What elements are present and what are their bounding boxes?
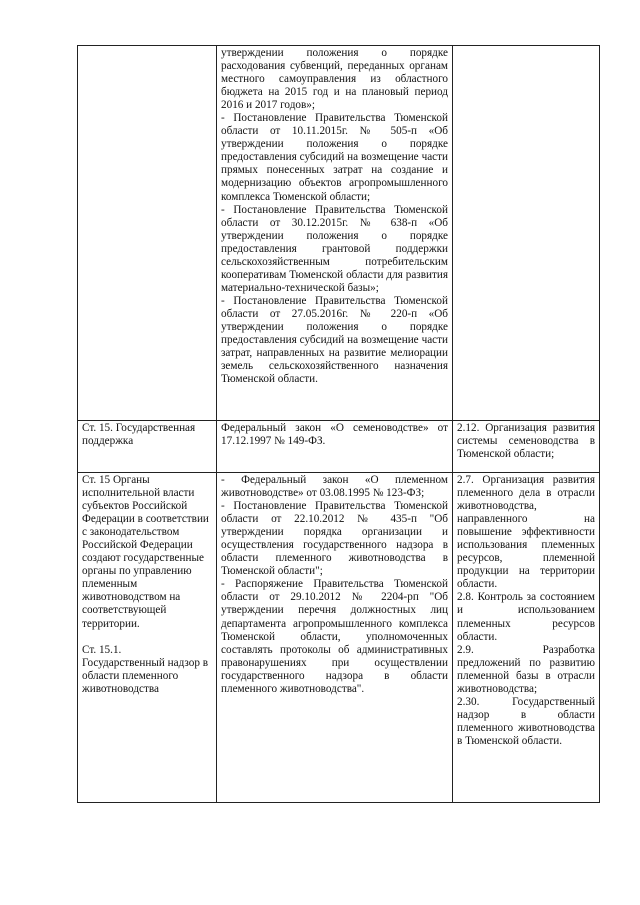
- function-text: 2.9. Разработка предложений по развитию племенной базы в отрасли животноводства;: [457, 643, 595, 695]
- spacer: [82, 631, 212, 644]
- article-cell: [78, 473, 217, 803]
- article-cell: [78, 46, 217, 421]
- legal-act-text: - Распоряжение Правительства Тюменской области от 29.10.2012 № 2204-рп "Об утверждении перечня должностных лиц департамента агропромышленного комплекса Тюменской области, уполномоченных составлять протоколы об административных правонарушениях при осуществлении государственного надзора в области племенного животноводства".: [221, 578, 448, 695]
- function-cell: [453, 473, 600, 803]
- function-text: 2.30. Государственный надзор в области племенного животноводства в Тюменской области.: [457, 695, 595, 747]
- legal-act-text: Федеральный закон «О семеноводстве» от 17.12.1997 № 149-ФЗ.: [221, 422, 448, 448]
- article-text: Ст. 15.1.: [82, 643, 122, 656]
- legal-act-text: - Федеральный закон «О племенном животноводстве» от 03.08.1995 № 123-ФЗ;: [221, 474, 448, 500]
- legal-acts-cell: [217, 421, 453, 473]
- article-text: Ст. 15. Государственная поддержка: [82, 422, 196, 448]
- table-row: [78, 473, 600, 803]
- legal-act-text: утверждении положения о порядке расходования субвенций, переданных органам местного самоуправления из областного бюджета на 2015 год и на плановый период 2016 и 2017 годов»;: [221, 47, 448, 112]
- legal-act-text: - Постановление Правительства Тюменской области от 10.11.2015г. № 505-п «Об утверждении положения о порядке предоставления субсидий на возмещение части прямых понесенных затрат на создание и модернизацию объектов агропромышленного комплекса Тюменской области;: [221, 112, 448, 203]
- article-text: Ст. 15 Органы исполнительной власти субъектов Российской Федерации в соответствии с законодательством Российской Федерации создают государственные органы по управлению племенным животноводством на соответствующей территории.: [82, 474, 209, 630]
- legal-act-text: - Постановление Правительства Тюменской области от 30.12.2015г. № 638-п «Об утверждении положения о порядке предоставления грантовой поддержки сельскохозяйственным потребительским кооперативам Тюменской области для развития материально-технической базы»;: [221, 203, 448, 294]
- function-cell: [453, 46, 600, 421]
- legal-act-text: - Постановление Правительства Тюменской области от 22.10.2012 № 435-п "Об утверждении порядка организации и осуществления государственного надзора в области племенного животноводства в Тюменской области";: [221, 500, 448, 578]
- function-text: 2.8. Контроль за состоянием и использованием племенных ресурсов области.: [457, 591, 595, 643]
- legal-acts-cell: [217, 473, 453, 803]
- function-text: 2.7. Организация развития племенного дела в отрасли животноводства, направленного на повышение эффективности использования племенных ресурсов, племенной продукции на территории области.: [457, 474, 595, 591]
- article-cell: [78, 421, 217, 473]
- function-text: 2.12. Организация развития системы семеноводства в Тюменской области;: [457, 422, 595, 461]
- table-row: [78, 46, 600, 421]
- table-row: [78, 421, 600, 473]
- function-cell: [453, 421, 600, 473]
- article-text: Государственный надзор в области племенного животноводства: [82, 656, 209, 695]
- legal-act-text: - Постановление Правительства Тюменской области от 27.05.2016г. № 220-п «Об утверждении положения о порядке предоставления субсидий на возмещение части затрат, направленных на развитие мелиорации земель сельскохозяйственного назначения Тюменской области.: [221, 294, 448, 386]
- legal-table: [77, 45, 600, 803]
- legal-acts-cell: [217, 46, 453, 421]
